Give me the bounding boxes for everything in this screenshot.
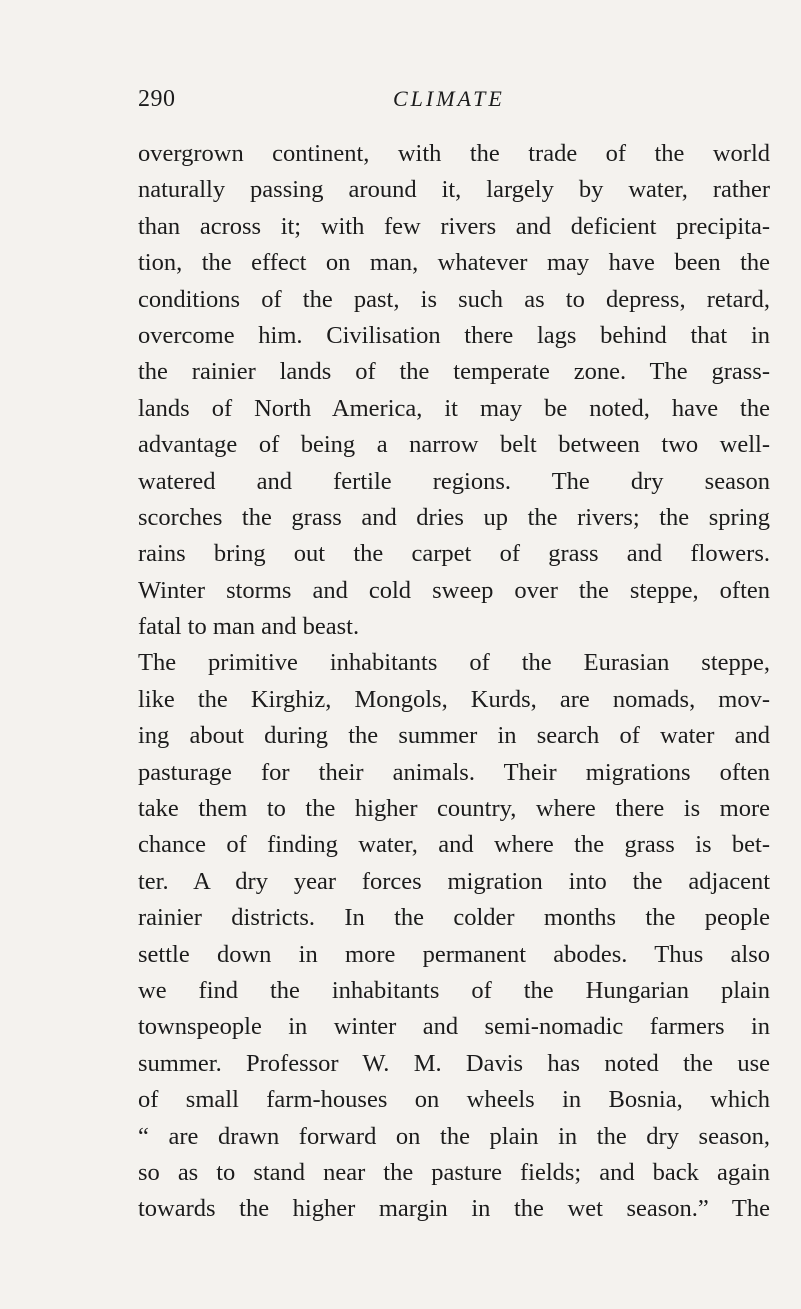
text-line: fatal to man and beast.: [138, 613, 360, 641]
text-line: settle down in more permanent abodes. Thus also: [138, 940, 770, 968]
text-line: the rainier lands of the temperate zone. The grass-: [138, 358, 770, 386]
text-line: conditions of the past, is such as to depress, retard,: [138, 285, 770, 313]
text-line: of small farm-houses on wheels in Bosnia, which: [138, 1086, 770, 1114]
text-line: naturally passing around it, largely by water, rather: [138, 176, 770, 204]
text-line: chance of finding water, and where the grass is bet-: [138, 831, 770, 859]
text-line: lands of North America, it may be noted, have the: [138, 394, 770, 422]
text-line: take them to the higher country, where there is more: [138, 795, 770, 823]
page-number: 290: [138, 86, 176, 112]
text-line: advantage of being a narrow belt between two well-: [138, 431, 770, 459]
text-line: ing about during the summer in search of water and: [138, 722, 770, 750]
text-line: tion, the effect on man, whatever may have been the: [138, 249, 770, 277]
text-line: pasturage for their animals. Their migrations often: [138, 758, 770, 786]
text-line: overgrown continent, with the trade of the world: [138, 140, 770, 167]
text-line: townspeople in winter and semi-nomadic farmers in: [138, 1013, 770, 1041]
text-line: than across it; with few rivers and deficient precipita-: [138, 212, 770, 240]
text-line: towards the higher margin in the wet season.” The: [138, 1195, 770, 1223]
text-line: Winter storms and cold sweep over the steppe, often: [138, 576, 770, 604]
text-line: scorches the grass and dries up the rivers; the spring: [138, 503, 770, 531]
text-line: ter. A dry year forces migration into the adjacent: [138, 867, 770, 895]
text-line: watered and fertile regions. The dry season: [138, 467, 770, 495]
text-line: The primitive inhabitants of the Eurasian steppe,: [138, 649, 770, 677]
text-line: rainier districts. In the colder months the people: [138, 904, 770, 932]
text-line: we find the inhabitants of the Hungarian plain: [138, 976, 770, 1004]
text-line: rains bring out the carpet of grass and flowers.: [138, 540, 770, 568]
body-text: [138, 136, 770, 1228]
text-line: so as to stand near the pasture fields; and back again: [138, 1158, 770, 1186]
text-line: overcome him. Civilisation there lags behind that in: [138, 321, 770, 349]
running-title: CLIMATE: [393, 86, 505, 111]
running-head: [138, 86, 770, 116]
text-line: “ are drawn forward on the plain in the dry season,: [138, 1122, 770, 1150]
text-line: summer. Professor W. M. Davis has noted the use: [138, 1049, 770, 1077]
text-line: like the Kirghiz, Mongols, Kurds, are nomads, mov-: [138, 685, 770, 713]
